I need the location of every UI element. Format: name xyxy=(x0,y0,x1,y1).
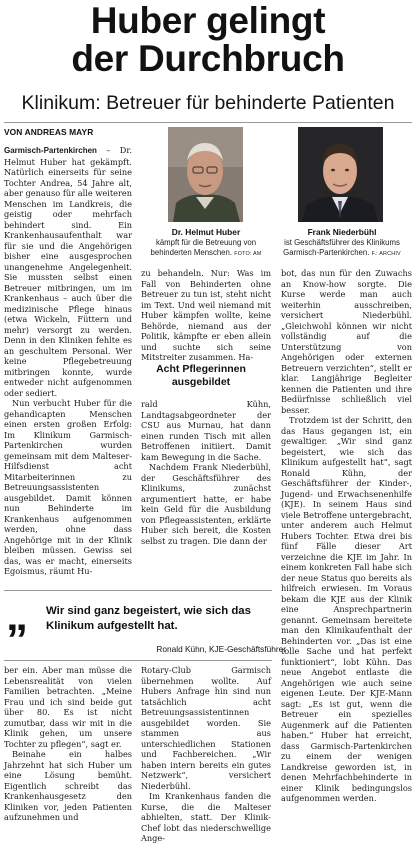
article-column-1-top xyxy=(4,145,132,589)
headline-line-1: Huber gelingt xyxy=(90,0,326,41)
paragraph: zu behandeln. Nur: Was im Fall von Behinderten ohne Betreuer zu tun ist, steht nicht im Text. Und weil niemand mit Huber kämpfen wollte, keine Behörde, niemand aus der Politik, kämpfte er eben allein und suchte sich seine Mitstreiter zusammen. Ha- xyxy=(141,268,271,362)
paragraph xyxy=(4,145,132,398)
article-column-2-top-b xyxy=(141,399,271,588)
headline xyxy=(0,2,416,78)
photo-right-caption xyxy=(272,238,412,259)
caption-line xyxy=(140,248,272,259)
headline-line-2: der Durchbruch xyxy=(71,38,345,79)
photo-left-caption xyxy=(140,238,272,259)
quote-divider-top xyxy=(4,590,272,591)
intermediate-heading: Acht Pflegerinnen ausgebildet xyxy=(156,363,246,388)
photo-left-name: Dr. Helmut Huber xyxy=(171,227,241,237)
paragraph: Im Krankenhaus fanden die Kurse, die die Malteser abhielten, statt. Der Klinik-Chef lobt das niederschwellige Ange- xyxy=(141,791,271,843)
caption-line xyxy=(272,248,412,259)
photo-helmut-huber xyxy=(168,127,243,222)
quote-mark-icon: „ xyxy=(6,591,28,640)
photo-credit: FOTO: AM xyxy=(234,251,262,257)
article-column-3 xyxy=(281,268,412,818)
article-column-2-top-a xyxy=(141,268,271,362)
caption-text: Garmisch-Partenkirchen. xyxy=(283,248,370,257)
paragraph: bot, das nun für den Zuwachs an Know-how sorgte. Die Kurse werde man auch weiterhin ausschreiben, versichert Niederbühl. „Gleichwohl können wir nicht vollständig auf die Unterstützung von Angehörigen oder externen Betreuern verzichten“, stellt er klar. Langjährige Begleiter kennen die Patienten und ihre Bedürfnisse schließlich viel besser. xyxy=(281,268,412,415)
portrait-young-man-icon xyxy=(298,127,383,222)
paragraph: Beinahe ein halbes Jahrzehnt hat sich Huber um eine Lösung bemüht. Eigentlich schreibt das Krankenhausgesetz den Kliniken vor, jeden Patienten aufzunehmen und xyxy=(4,749,132,822)
pull-quote: Wir sind ganz begeistert, wie sich das Klinikum aufgestellt hat. xyxy=(46,605,251,632)
caption-line: kämpft für die Betreuung von xyxy=(155,238,257,247)
photo-credit: F.: ARCHIV xyxy=(371,251,401,257)
paragraph: Nachdem Frank Niederbühl, der Geschäftsführer des Klinikums, zunächst argumentiert hatte, er habe kein Geld für die Ausbildung von Pflegeassistenten, erklärte Huber sich bereit, die Kosten selbst zu tragen. Die dann der xyxy=(141,462,271,546)
photo-frank-niederbuehl xyxy=(298,127,383,222)
caption-line: ist Geschäftsführer des Klinikums xyxy=(284,238,400,247)
paragraph: rald Kühn, Landtagsabgeordneter der CSU aus Murnau, hat dann einen runden Tisch mit allen Betroffenen initiiert. Damit kam Bewegung in die Sache. xyxy=(141,399,271,462)
pull-quote-author: Ronald Kühn, KJE-Geschäftsführer xyxy=(156,644,286,654)
paragraph-text: – Dr. Helmut Huber hat gekämpft. Natürlich einerseits für seine Tochter Andrea, 54 Jahre alt, aber genauso für alle weiteren Menschen im Landkreis, die geistig oder mehrfach behindert sind. Ein Krankenhausaufenthalt war für sie und die Angehörigen bisher eine ausgesprochen unangenehme Angelegenheit. Sie mussten selbst einen Betreuer mitbringen, um im Krankenhaus – auch über die medizinische Pflege hinaus (etwa Wickeln, Füttern und mehr) versorgt zu werden. Denn in den Kliniken fehlte es an geschultem Personal. Wer keine Pflegebetreuung mitbringen konnte, wurde entweder nicht aufgenommen oder sediert. xyxy=(4,145,132,398)
article-column-2-bottom xyxy=(141,665,271,843)
divider-top xyxy=(4,122,412,123)
paragraph: Rotary-Club Garmisch übernehmen wollte. Auf Hubers Anfrage hin sind nun tatsächlich acht Betreuungsassistentinnen ausgebildet worden. Sie stammen aus unterschiedlichen Stationen und Fachbereichen. „Wir haben intern bereits ein gutes Netzwerk“, versichert Niederbühl. xyxy=(141,665,271,791)
subheadline: Klinikum: Betreuer für behinderte Patienten xyxy=(21,92,395,114)
paragraph: Nun verbucht Huber für die gehandicapten Menschen einen ersten großen Erfolg: Im Klinikum Garmisch-Partenkirchen wurden gemeinsam mit dem Malteser-Hilfsdienst acht Mitarbeiterinnen zu Betreuungsassistenten ausgebildet. Damit können nun Behinderte im Krankenhaus aufgenommen werden, ohne dass Angehörige mit in der Klinik bleiben müssen. Gewiss sei das, was er macht, einerseits Egoismus, räumt Hu- xyxy=(4,398,132,576)
paragraph: ber ein. Aber man müsse die Lebensrealität von vielen Familien betrachten. „Meine Frau und ich sind beide gut über 80. Es ist nicht zumutbar, dass wir mit in die Klinik gehen, um unsere Tochter zu pflegen“, sagt er. xyxy=(4,665,132,749)
paragraph: Trotzdem ist der Schritt, den das Haus gegangen ist, ein gewaltiger. „Wir sind ganz begeistert, wie sich das Klinikum aufgestellt hat“, sagt Ronald Kühn, der Geschäftsführer der Kinder-, Jugend- und Erwachsenenhilfe (KJE). In seinem Haus sind viele Betroffene untergebracht, unter anderem auch Helmut Hubers Tochter. Etwa drei bis fünf Fälle dieser Art verzeichne die KJE im Jahr. In einem konkreten Fall habe sich der neue Status quo bereits als hilfreich erwiesen. Im Voraus bekam die KJE aus der Klinik eine Ansprechpartnerin genannt. Gemeinsam bereitete man den Klinikaufenthalt der Behinderten vor. „Das ist eine tolle Sache und hat perfekt funktioniert“, lobt Kühn. Das neue Angebot entlaste die Angehörigen wie auch seine eigenen Leute. Der KJE-Mann sagt: „Es ist gut, wenn die Betreuer ein spezielles Augenmerk auf die Patienten haben.“ Huber hat erreicht, dass Garmisch-Partenkirchen zu einem der wenigen Landkreise geworden ist, in denen Mehrfachbehinderte in einer Klinik bedingungslos aufgenommen werden. xyxy=(281,415,413,803)
caption-text: behinderten Menschen. xyxy=(150,248,233,257)
portrait-elderly-man-icon xyxy=(168,127,243,222)
byline: VON ANDREAS MAYR xyxy=(4,127,94,137)
article-column-1-bottom xyxy=(4,665,132,820)
dateline: Garmisch-Partenkirchen xyxy=(4,146,97,155)
quote-divider-bottom xyxy=(4,660,272,661)
photo-right-name: Frank Niederbühl xyxy=(307,227,377,237)
